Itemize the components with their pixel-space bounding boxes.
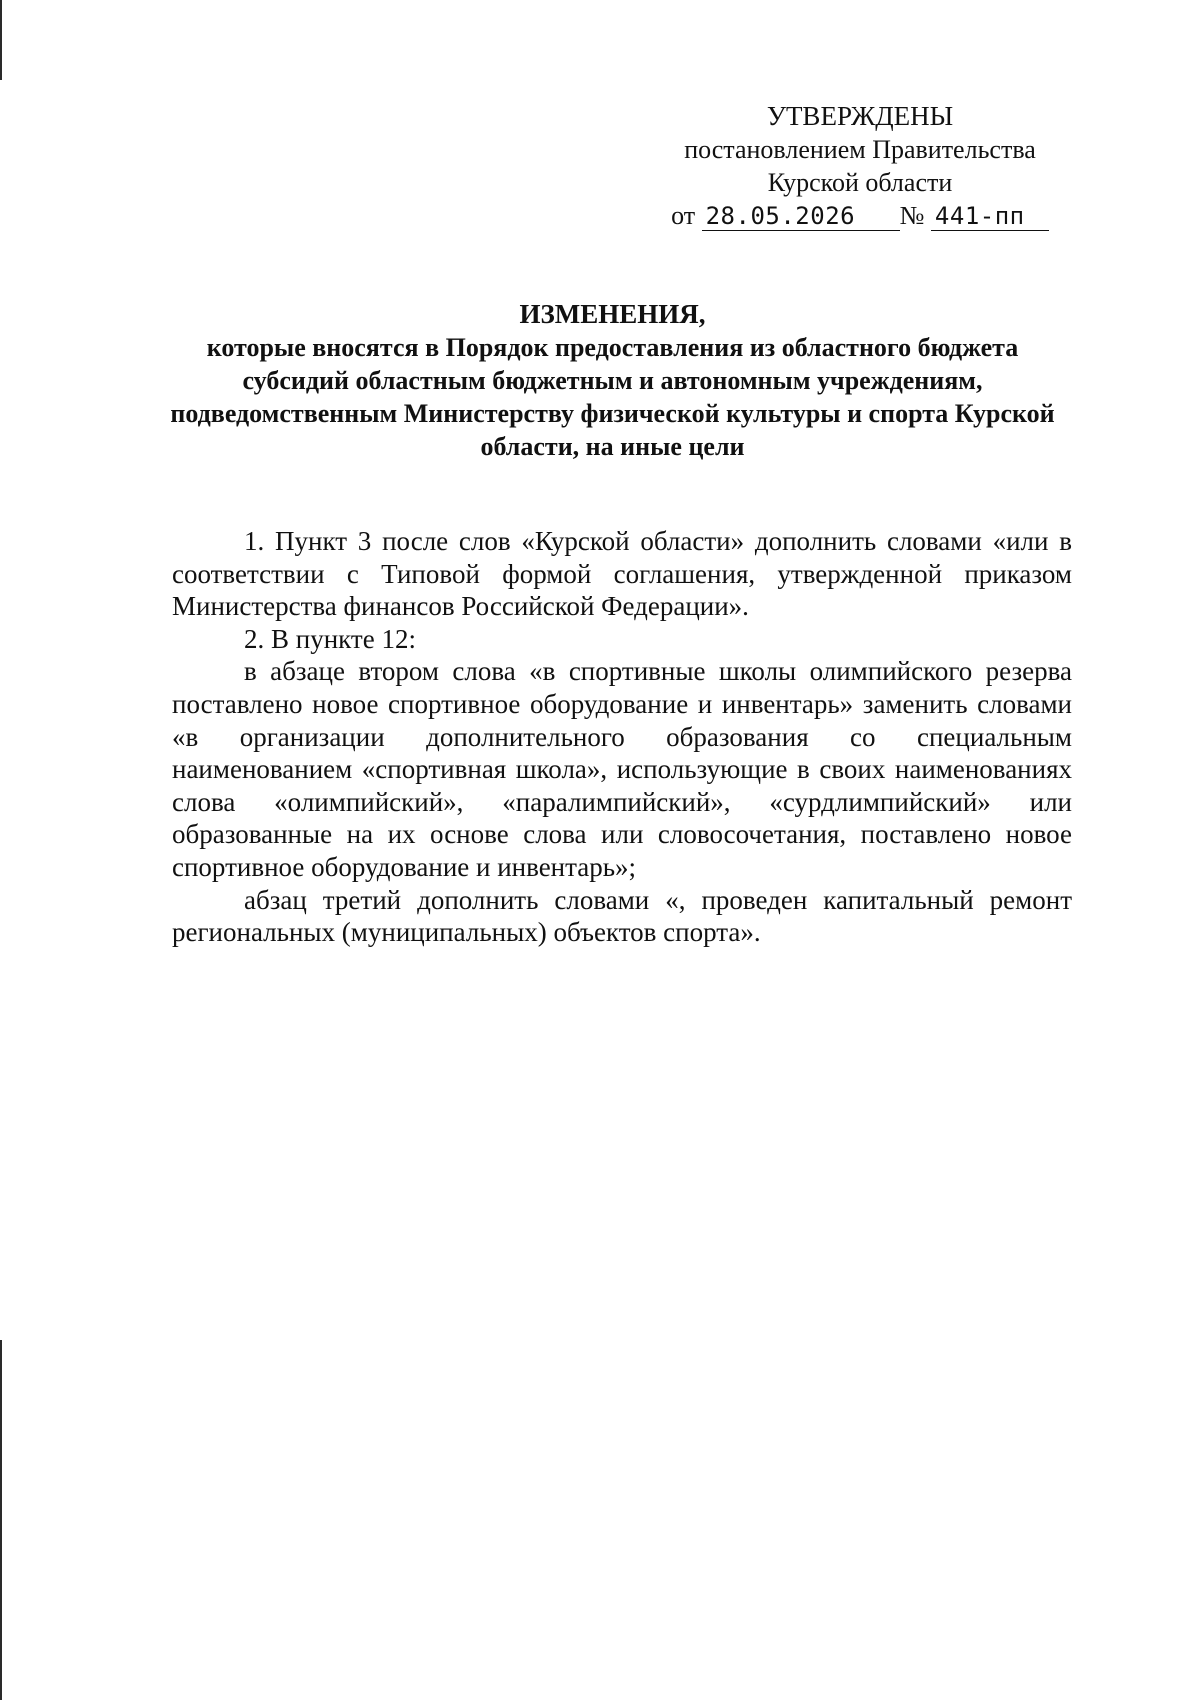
- paragraph-2: 2. В пункте 12:: [244, 623, 416, 654]
- approval-title: УТВЕРЖДЕНЫ: [766, 101, 954, 131]
- document-heading: [160, 298, 1065, 463]
- paragraph-3: в абзаце втором слова «в спортивные школы олимпийского резерва поставлено новое спортивное оборудование и инвентарь» заменить словами «в организации дополнительного образования со специальным наименованием «спортивная школа», использующие в своих наименованиях слова «олимпийский», «паралимпийский», «сурдлимпийский» или образованные на их основе слова или словосочетания, поставлено новое спортивное оборудование и инвентарь»;: [172, 656, 1072, 882]
- number-prefix: №: [899, 201, 925, 230]
- paragraph-4: абзац третий дополнить словами «, проведен капитальный ремонт региональных (муниципальных) объектов спорта».: [172, 884, 1072, 948]
- approval-authority: постановлением Правительства: [684, 135, 1036, 164]
- date-prefix: от: [671, 201, 696, 230]
- approval-date: 28.05.2026: [702, 202, 900, 231]
- document-body: [172, 525, 1072, 949]
- approval-region: Курской области: [767, 168, 953, 197]
- document-subtitle: которые вносятся в Порядок предоставления из областного бюджета субсидий областным бюджетным и автономным учреждениям, подведомственным Министерству физической культуры и спорта Курской области, на иные цели: [170, 333, 1055, 461]
- scan-edge-mark-bottom: [0, 1340, 2, 1700]
- approval-date-line: [660, 199, 1060, 232]
- approval-number: 441-пп: [931, 202, 1049, 231]
- document-title: ИЗМЕНЕНИЯ,: [519, 299, 706, 329]
- paragraph-1: 1. Пункт 3 после слов «Курской области» дополнить словами «или в соответствии с Типовой формой соглашения, утвержденной приказом Министерства финансов Российской Федерации».: [172, 526, 1072, 622]
- approval-block: [660, 100, 1060, 232]
- scan-edge-mark-top: [0, 0, 2, 80]
